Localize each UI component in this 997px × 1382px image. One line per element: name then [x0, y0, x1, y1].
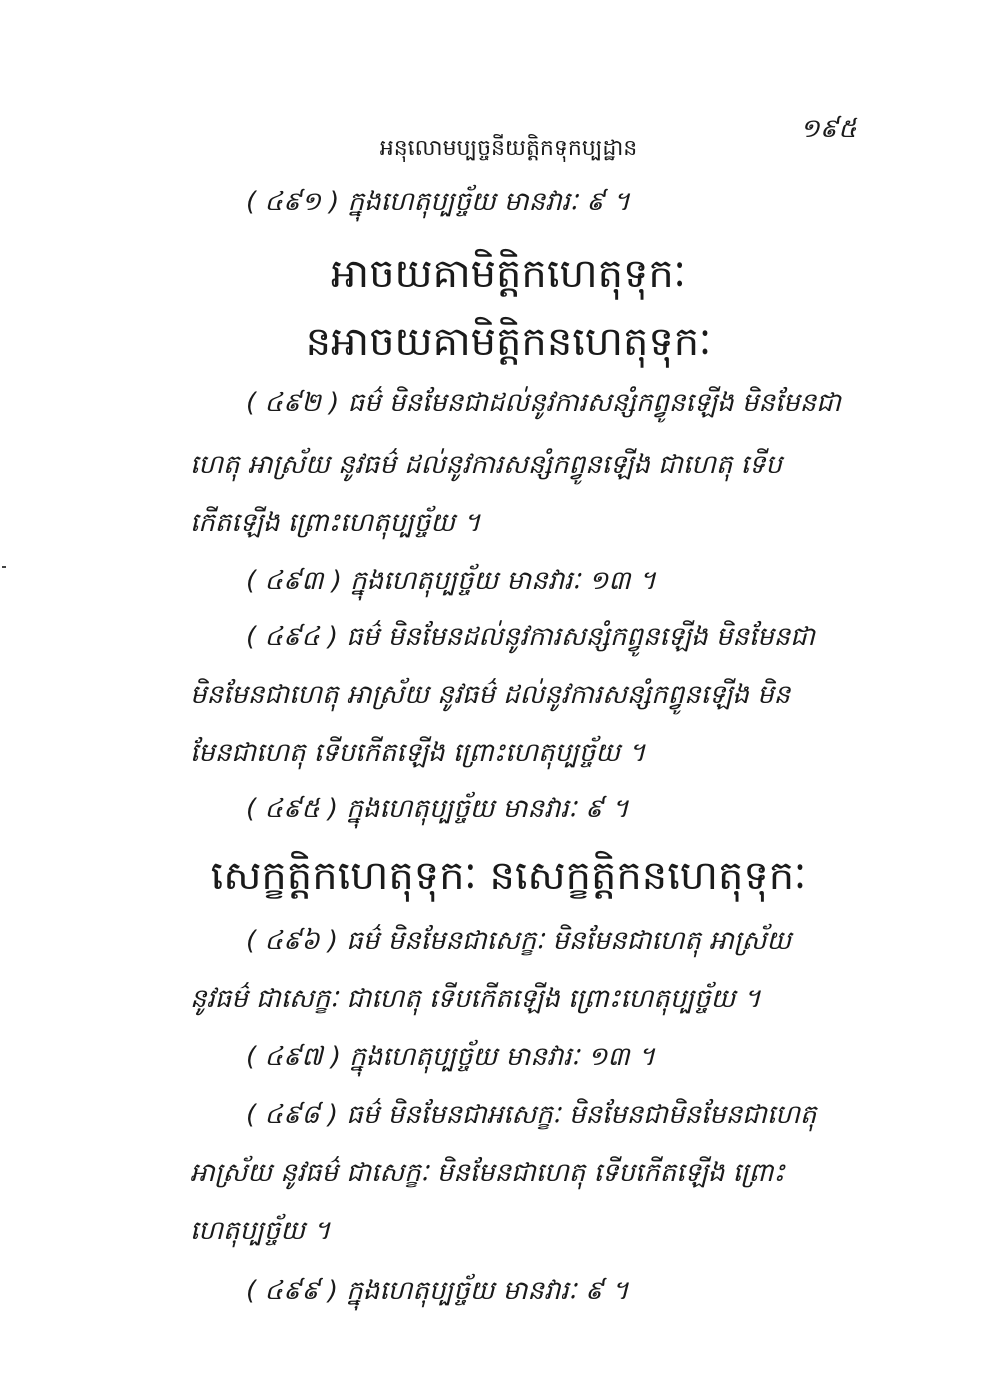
- paragraph-493: ( ៤៩៣ ) ក្នុងហេតុប្បច្ច័យ មានវារៈ ១៣ ។: [246, 566, 656, 596]
- paragraph-499: ( ៤៩៩ ) ក្នុងហេតុប្បច្ច័យ មានវារៈ ៩ ។: [246, 1276, 629, 1306]
- paragraph-496-line-1: ( ៤៩៦ ) ធម៌ មិនមែនជាសេក្ខៈ មិនមែនជាហេតុ អាស្រ័យ: [246, 926, 792, 956]
- section-heading-3: សេក្ខត្តិកហេតុទុកៈ នសេក្ខត្តិកនហេតុទុកៈ: [210, 853, 807, 899]
- paragraph-491: ( ៤៩១ ) ក្នុងហេតុប្បច្ច័យ មានវារៈ ៩ ។: [246, 187, 630, 217]
- paragraph-492-line-1: ( ៤៩២ ) ធម៌ មិនមែនជាដល់នូវការសន្សំកព្វូនឡើង មិនមែនជា: [246, 388, 841, 418]
- paragraph-498-line-1: ( ៤៩៨ ) ធម៌ មិនមែនជាអសេក្ខៈ មិនមែនជាមិនមែនជាហេតុ: [246, 1100, 817, 1130]
- paragraph-495: ( ៤៩៥ ) ក្នុងហេតុប្បច្ច័យ មានវារៈ ៩ ។: [246, 794, 629, 824]
- paragraph-497: ( ៤៩៧ ) ក្នុងហេតុប្បច្ច័យ មានវារៈ ១៣ ។: [246, 1042, 656, 1072]
- paragraph-498-line-2: អាស្រ័យ នូវធម៌ ជាសេក្ខៈ មិនមែនជាហេតុ ទើបកើតឡើង ព្រោះ: [190, 1158, 785, 1188]
- paragraph-494-line-3: មែនជាហេតុ ទើបកើតឡើង ព្រោះហេតុប្បច្ច័យ ។: [190, 738, 646, 768]
- paragraph-498-line-3: ហេតុប្បច្ច័យ ។: [190, 1216, 331, 1246]
- scan-speck: [2, 566, 6, 568]
- paragraph-494-line-2: មិនមែនជាហេតុ អាស្រ័យ នូវធម៌ ដល់នូវការសន្សំកព្វូនឡើង មិន: [190, 680, 791, 710]
- running-header: អនុលោមប្បច្ចនីយត្តិកទុកប្បដ្ឋាន: [379, 136, 638, 161]
- section-heading-2: នអាចយគាមិត្តិកនហេតុទុកៈ: [305, 319, 712, 365]
- page-number: ១៩៥: [800, 114, 857, 144]
- paragraph-494-line-1: ( ៤៩៤ ) ធម៌ មិនមែនដល់នូវការសន្សំកព្វូនឡើង មិនមែនជា: [246, 622, 815, 652]
- paragraph-492-line-3: កើតឡើង ព្រោះហេតុប្បច្ច័យ ។: [190, 508, 481, 538]
- paragraph-492-line-2: ហេតុ អាស្រ័យ នូវធម៌ ដល់នូវការសន្សំកព្វូនឡើង ជាហេតុ ទើប: [190, 450, 782, 480]
- paragraph-496-line-2: នូវធម៌ ជាសេក្ខៈ ជាហេតុ ទើបកើតឡើង ព្រោះហេតុប្បច្ច័យ ។: [190, 984, 761, 1014]
- section-heading-1: អាចយគាមិត្តិកហេតុទុកៈ: [331, 251, 686, 297]
